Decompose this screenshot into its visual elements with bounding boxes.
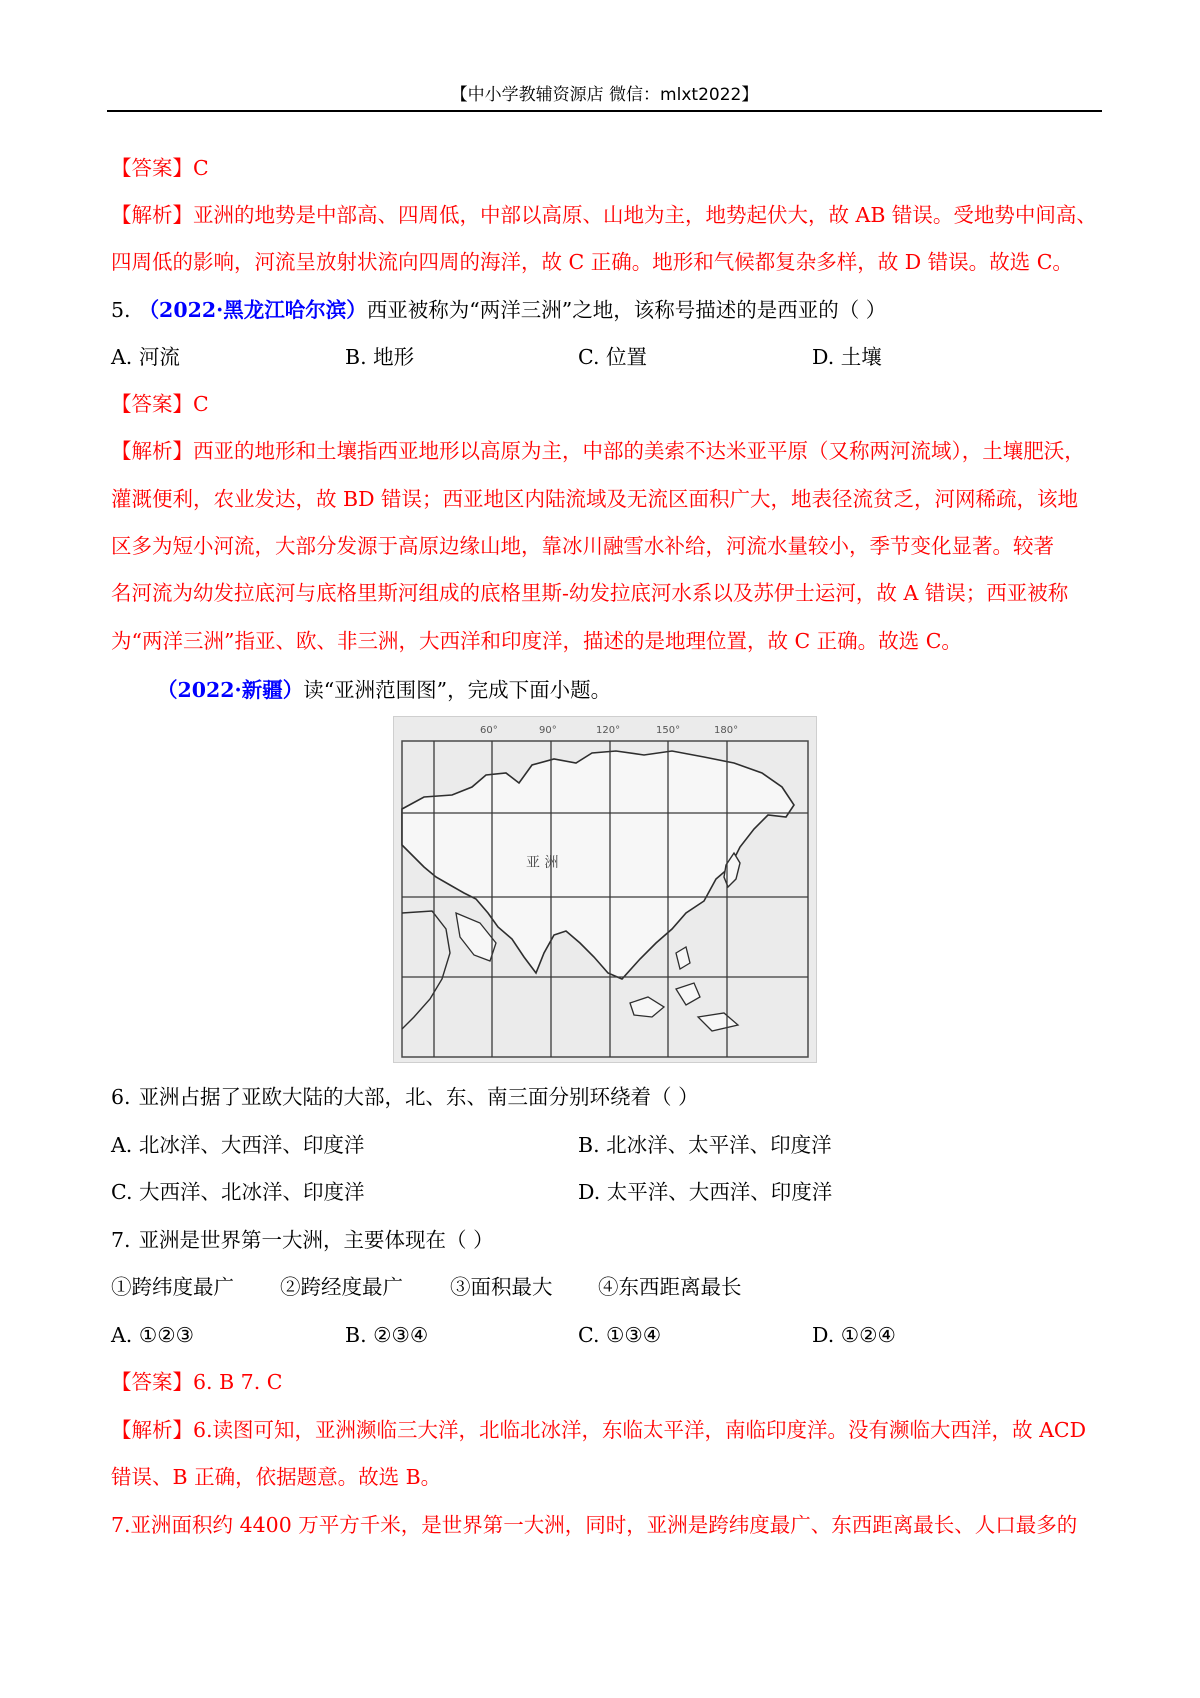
q7-statement-3: ③面积最大 (450, 1275, 553, 1299)
q5-analysis-line-4: 名河流为幼发拉底河与底格里斯河组成的底格里斯-幼发拉底河水系以及苏伊士运河，故 A 错误；西亚被称 (111, 581, 1069, 605)
q7-statement-1: ①跨纬度最广 (111, 1275, 234, 1299)
q5-analysis-line-3: 区多为短小河流，大部分发源于高原边缘山地，靠冰川融雪水补给，河流水量较小，季节变化显著。较著 (111, 534, 1054, 558)
q67-answer (111, 1367, 282, 1397)
q5-analysis-line-5: 为“两洋三洲”指亚、欧、非三洲，大西洋和印度洋，描述的是地理位置，故 C 正确。故选 C。 (111, 629, 962, 653)
answer-tag: 【答案】 (111, 392, 193, 416)
answer-tag: 【答案】 (111, 156, 193, 180)
q6-option-a: A. 北冰洋、大西洋、印度洋 (111, 1133, 365, 1157)
q7-statement-2: ②跨经度最广 (280, 1275, 403, 1299)
q4-analysis-line-1: 【解析】亚洲的地势是中部高、四周低，中部以高原、山地为主，地势起伏大，故 AB 错误。受地势中间高、 (111, 203, 1097, 227)
q6-option-b: B. 北冰洋、太平洋、印度洋 (578, 1133, 832, 1157)
answer-tag: 【答案】 (111, 1370, 193, 1394)
lon-label: 60° (480, 725, 498, 736)
q7-option-a: A. ①②③ (111, 1323, 194, 1347)
q67-analysis-line-2: 错误、B 正确，依据题意。故选 B。 (111, 1465, 442, 1489)
q6-option-c: C. 大西洋、北冰洋、印度洋 (111, 1180, 365, 1204)
q5-source: （2022·黑龙江哈尔滨） (138, 298, 367, 322)
lon-label: 120° (596, 725, 621, 736)
group-source: （2022·新疆） (157, 678, 304, 702)
q5-option-a: A. 河流 (111, 345, 180, 369)
analysis-tag: 【解析】 (111, 203, 193, 227)
page-header: 【中小学教辅资源店 微信：mlxt2022】 (450, 85, 759, 105)
continent-label: 亚 洲 (526, 855, 559, 871)
q4-answer (111, 153, 209, 183)
lon-label: 180° (714, 725, 739, 736)
group-stem: （2022·新疆）读“亚洲范围图”，完成下面小题。 (157, 678, 612, 702)
q5-option-b: B. 地形 (345, 345, 415, 369)
asia-map-graphic (394, 717, 816, 1062)
q7-option-b: B. ②③④ (345, 1323, 429, 1347)
analysis-tag: 【解析】 (111, 439, 193, 463)
lon-label: 150° (656, 725, 681, 736)
q5-option-d: D. 土壤 (812, 345, 882, 369)
q6-stem: 6. 亚洲占据了亚欧大陆的大部，北、东、南三面分别环绕着（ ） (111, 1085, 699, 1109)
q67-analysis-line-3: 7.亚洲面积约 4400 万平方千米，是世界第一大洲，同时，亚洲是跨纬度最广、东西距离最长、人口最多的 (111, 1513, 1078, 1537)
q7-option-c: C. ①③④ (578, 1323, 662, 1347)
q5-analysis-line-1: 【解析】西亚的地形和土壤指西亚地形以高原为主，中部的美索不达米亚平原（又称两河流域），土壤肥沃， (111, 439, 1085, 463)
analysis-tag: 【解析】 (111, 1418, 193, 1442)
q5-stem: 5. （2022·黑龙江哈尔滨）西亚被称为“两洋三洲”之地，该称号描述的是西亚的（ ） (111, 298, 887, 322)
answer-value: 6. B 7. C (193, 1370, 283, 1394)
q7-option-d: D. ①②④ (812, 1323, 896, 1347)
q7-stem: 7. 亚洲是世界第一大洲，主要体现在（ ） (111, 1228, 494, 1252)
answer-value: C (193, 392, 209, 416)
q5-answer (111, 389, 209, 419)
q5-analysis-line-2: 灌溉便利，农业发达，故 BD 错误；西亚地区内陆流域及无流区面积广大，地表径流贫乏，河网稀疏，该地 (111, 487, 1079, 511)
q67-analysis-line-1: 【解析】6.读图可知，亚洲濒临三大洋，北临北冰洋，东临太平洋，南临印度洋。没有濒临大西洋，故 ACD (111, 1418, 1086, 1442)
q5-option-c: C. 位置 (578, 345, 647, 369)
q4-analysis-line-2: 四周低的影响，河流呈放射状流向四周的海洋，故 C 正确。地形和气候都复杂多样，故 D 错误。故选 C。 (111, 250, 1073, 274)
lon-label: 90° (539, 725, 557, 736)
answer-value: C (193, 156, 209, 180)
asia-map (393, 716, 817, 1063)
q6-option-d: D. 太平洋、大西洋、印度洋 (578, 1180, 833, 1204)
header-rule (107, 110, 1102, 112)
q7-statement-4: ④东西距离最长 (598, 1275, 742, 1299)
